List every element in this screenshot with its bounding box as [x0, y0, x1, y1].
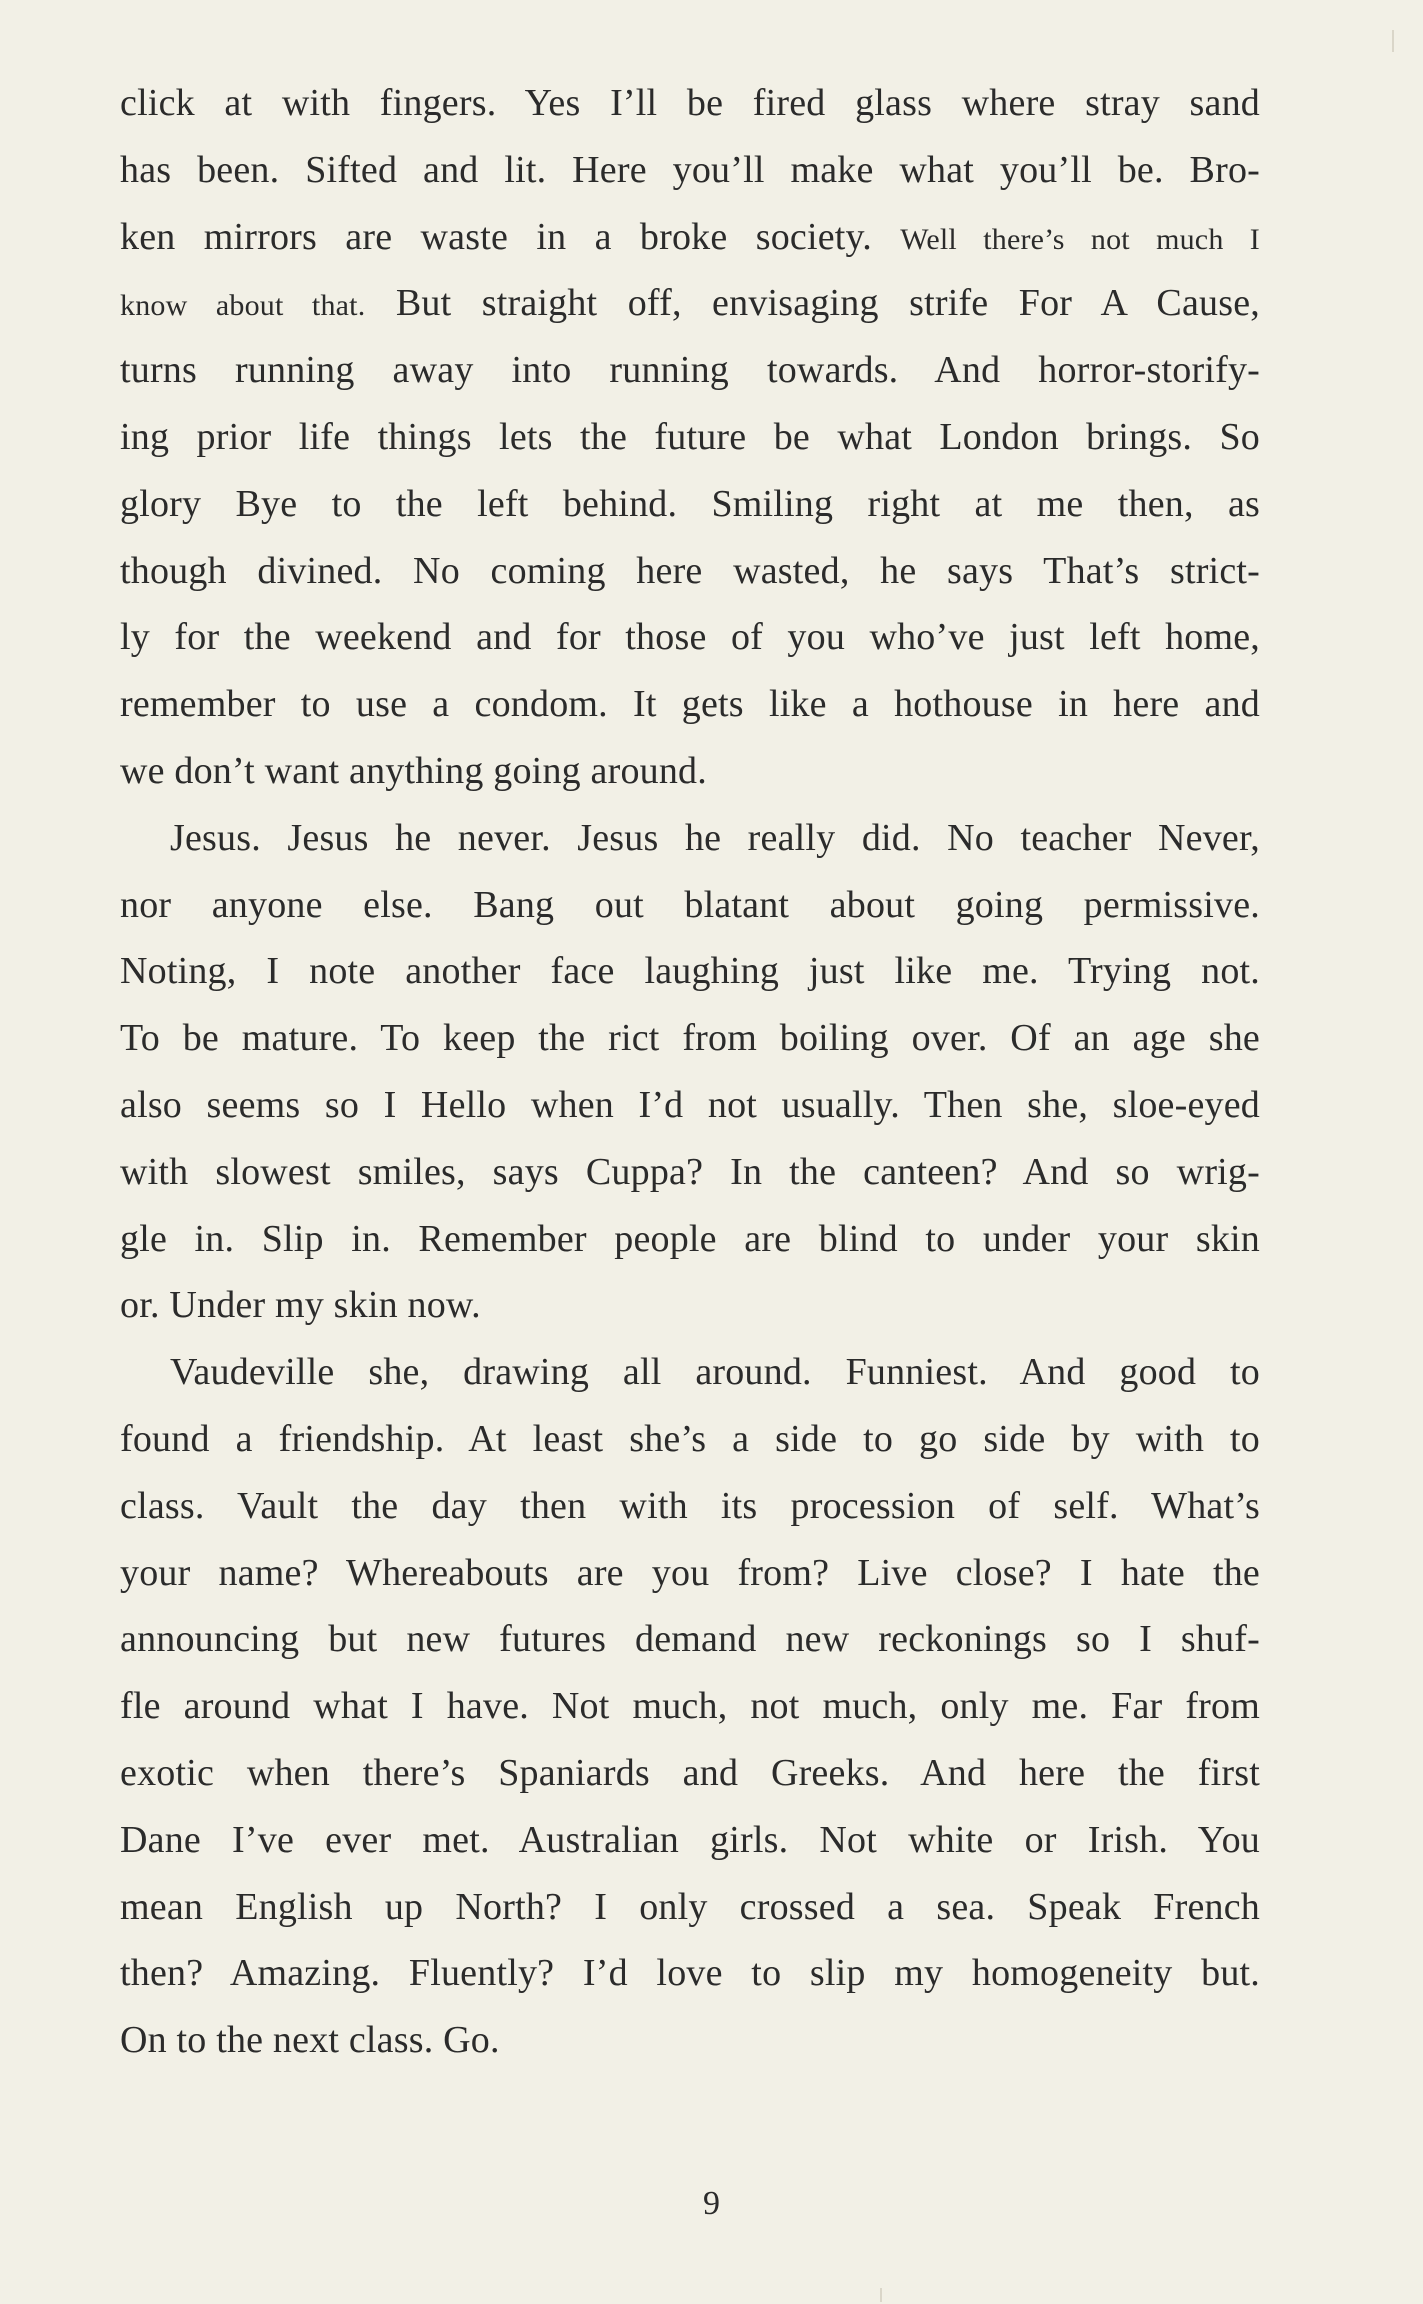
text-line: glory Bye to the left behind. Smiling right at me then, as	[120, 482, 1260, 525]
text-line: with slowest smiles, says Cuppa? In the canteen? And so wrig-	[120, 1150, 1260, 1193]
scan-mark	[880, 2288, 882, 2302]
text-line: Vaudeville she, drawing all around. Funniest. And good to	[170, 1351, 1260, 1394]
body-text	[120, 70, 1260, 2074]
text-line: nor anyone else. Bang out blatant about going permissive.	[120, 883, 1260, 926]
scan-mark	[1392, 30, 1394, 52]
text-line: Dane I’ve ever met. Australian girls. Not white or Irish. You	[120, 1818, 1260, 1861]
text-line: mean English up North? I only crossed a sea. Speak French	[120, 1885, 1260, 1928]
text-line: announcing but new futures demand new reckonings so I shuf-	[120, 1618, 1260, 1661]
paragraph-3	[120, 1339, 1260, 2074]
text-line: your name? Whereabouts are you from? Live close? I hate the	[120, 1551, 1260, 1594]
paragraph-1	[120, 70, 1260, 805]
paragraph-2	[120, 805, 1260, 1339]
text-line: To be mature. To keep the rict from boiling over. Of an age she	[120, 1017, 1260, 1060]
text-segment: But straight off, envisaging strife For A Cause,	[365, 282, 1260, 325]
text-line: gle in. Slip in. Remember people are blind to under your skin	[120, 1217, 1260, 1260]
text-line: ly for the weekend and for those of you who’ve just left home,	[120, 616, 1260, 659]
text-line: or. Under my skin now.	[120, 1284, 481, 1327]
small-text-segment: Well there’s not much I	[900, 222, 1260, 256]
text-line: remember to use a condom. It gets like a hothouse in here and	[120, 683, 1260, 726]
text-line: click at with fingers. Yes I’ll be fired glass where stray sand	[120, 82, 1260, 124]
text-line: found a friendship. At least she’s a side to go side by with to	[120, 1417, 1260, 1460]
text-line: fle around what I have. Not much, not much, only me. Far from	[120, 1685, 1260, 1728]
text-line: class. Vault the day then with its procession of self. What’s	[120, 1484, 1260, 1527]
page-number: 9	[703, 2185, 720, 2222]
text-line: we don’t want anything going around.	[120, 749, 707, 792]
text-line: though divined. No coming here wasted, he says That’s strict-	[120, 549, 1260, 592]
text-segment: ken mirrors are waste in a broke society.	[120, 215, 901, 258]
text-line: ing prior life things lets the future be what London brings. So	[120, 415, 1260, 458]
text-line	[120, 204, 1260, 271]
text-line: has been. Sifted and lit. Here you’ll make what you’ll be. Bro-	[120, 148, 1260, 191]
text-line: Jesus. Jesus he never. Jesus he really did. No teacher Never,	[170, 816, 1260, 859]
text-line: On to the next class. Go.	[120, 2019, 500, 2062]
text-line: turns running away into running towards. And horror-storify-	[120, 349, 1260, 392]
text-line: then? Amazing. Fluently? I’d love to slip my homogeneity but.	[120, 1952, 1260, 1995]
text-line	[120, 270, 1260, 337]
text-line: also seems so I Hello when I’d not usually. Then she, sloe-eyed	[120, 1083, 1260, 1126]
text-line: Noting, I note another face laughing just like me. Trying not.	[120, 950, 1260, 993]
text-line: exotic when there’s Spaniards and Greeks. And here the first	[120, 1751, 1260, 1794]
small-text-segment: know about that.	[120, 289, 366, 323]
